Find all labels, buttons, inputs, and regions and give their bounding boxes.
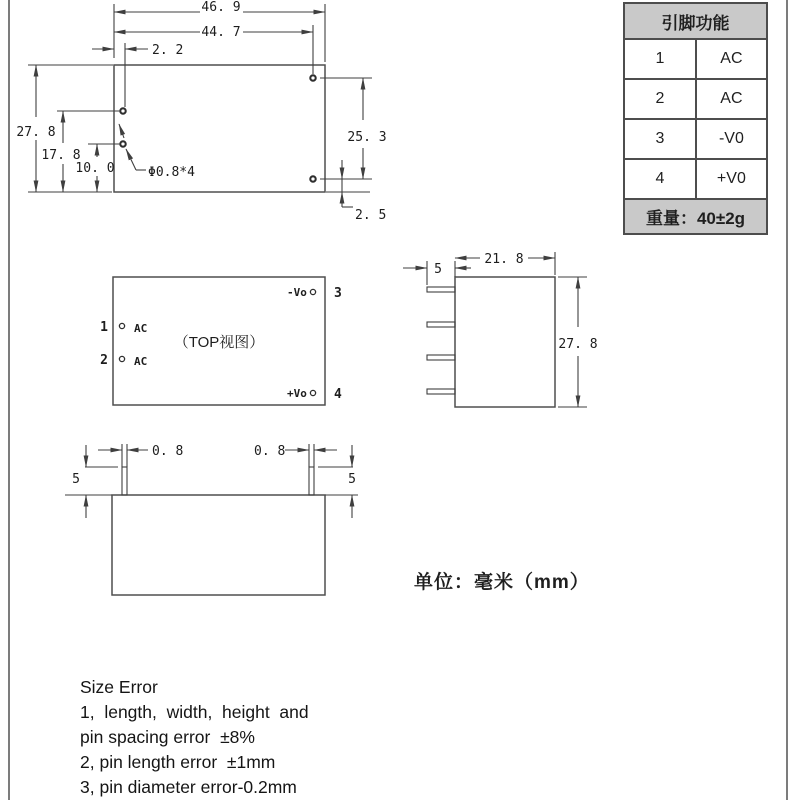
pin-hole-1 [120,108,125,113]
pin-number-cell: 2 [624,79,696,119]
front-view [65,444,358,595]
dim-side-depth: 21. 8 [484,252,524,267]
pin-function-cell: AC [696,39,767,79]
size-error-line: 3, pin diameter error-0.2mm [80,777,297,797]
side-pin-3 [427,355,455,360]
pin-function-table [623,2,768,235]
pin-hole-4 [310,176,315,181]
top-view-pin2-label: AC [134,355,148,368]
dim-front-pin-len-right: 5 [348,472,356,487]
size-error-line: 1, length, width, height and [80,702,309,722]
size-error-notes [80,675,309,800]
size-error-line: pin spacing error ±8% [80,727,255,747]
dim-pin-span: 25. 3 [347,130,387,145]
pin-hole-note: Φ0.8*4 [148,165,195,180]
dim-pin2-height: 10. 0 [75,161,115,176]
top-view-pin4-dot [310,390,315,395]
side-view-body [455,277,555,407]
dim-width-pins: 44. 7 [201,25,241,40]
dim-side-pin-length: 5 [434,262,442,277]
dim-height-outer: 27. 8 [16,125,56,140]
pin-number-cell: 1 [624,39,696,79]
outline-body [114,65,325,192]
dim-front-pin-len-left: 5 [72,472,80,487]
front-pin-left [122,467,127,495]
pin-function-cell: -V0 [696,119,767,159]
dim-pin-bottom-offset: 2. 5 [355,208,387,223]
weight-cell: 重量：40±2g [624,199,767,234]
dim-side-height: 27. 8 [558,337,598,352]
top-view-pin4-label: +Vo [287,387,307,400]
side-pin-1 [427,287,455,292]
dim-pin1-height: 17. 8 [41,148,81,163]
dim-front-pin-width-right: 0. 8 [254,444,286,459]
pin-number-cell: 3 [624,119,696,159]
top-view-pin1-dot [119,323,124,328]
table-row [624,159,767,199]
pin-hole-2 [120,141,125,146]
dim-pin-offset-x: 2. 2 [152,43,184,58]
dim-width-outer: 46. 9 [201,0,241,15]
top-view-pin2-dot [119,356,124,361]
unit-note: 单位：毫米（mm） [414,572,590,593]
top-view [100,277,342,405]
top-view-caption: （TOP视图） [173,334,265,351]
top-view-pin3-number: 3 [334,286,342,301]
front-pin-right [309,467,314,495]
size-error-title: Size Error [80,677,158,697]
side-pin-2 [427,322,455,327]
pin-function-cell: +V0 [696,159,767,199]
pin-hole-3 [310,75,315,80]
top-view-pin1-number: 1 [100,320,108,335]
top-view-pin3-dot [310,289,315,294]
side-view [403,252,598,407]
pin-number-cell: 4 [624,159,696,199]
outline-view [16,0,386,223]
dim-front-pin-width-left: 0. 8 [152,444,184,459]
front-view-body [112,495,325,595]
top-view-pin4-number: 4 [334,387,342,402]
table-row [624,79,767,119]
top-view-pin1-label: AC [134,322,148,335]
top-view-pin3-label: -Vo [287,286,307,299]
table-row [624,39,767,79]
top-view-pin2-number: 2 [100,353,108,368]
pin-table-title: 引脚功能 [624,3,767,39]
pin-function-cell: AC [696,79,767,119]
size-error-line: 2, pin length error ±1mm [80,752,276,772]
side-pin-4 [427,389,455,394]
table-row [624,119,767,159]
